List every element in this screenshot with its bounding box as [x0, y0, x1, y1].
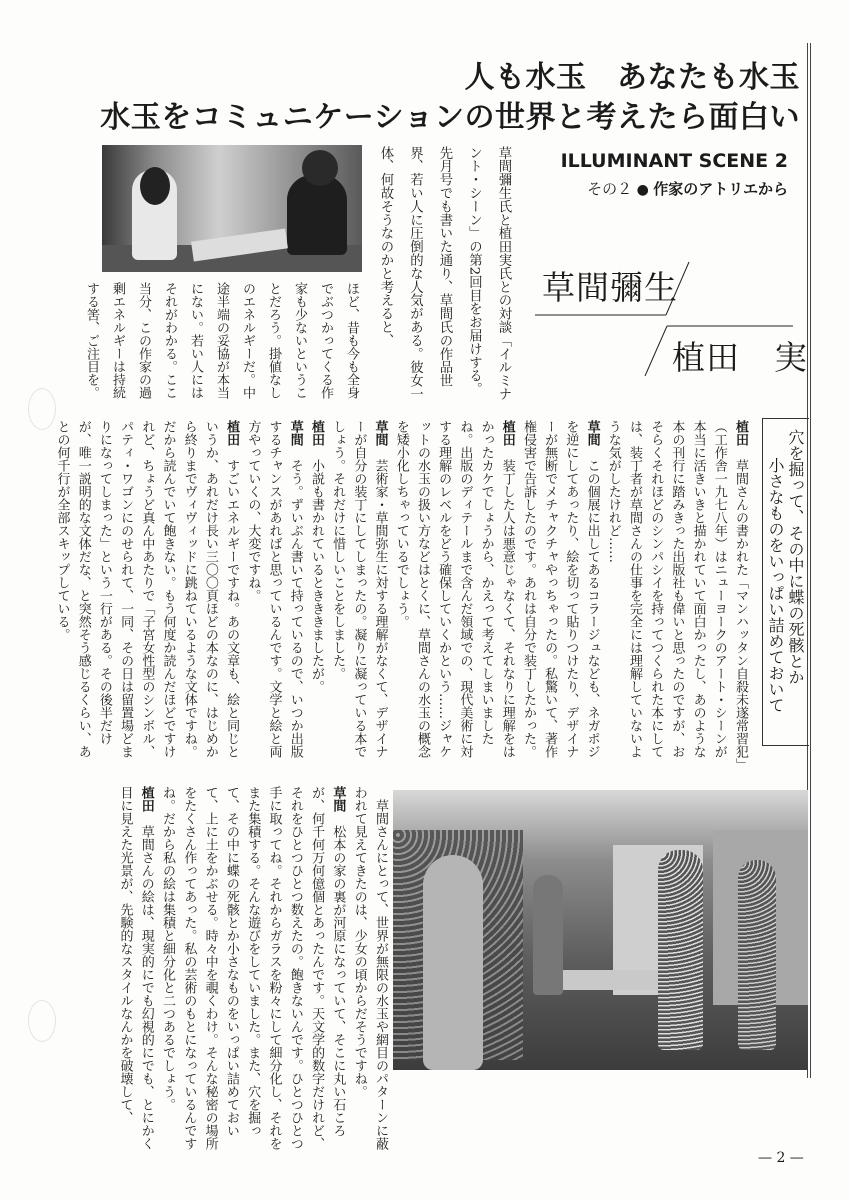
dialogue-text: 芸術家・草間弥生に対する理解がなくて、デザイナーが自分の装丁にしてしまったの。凝りに凝っている本でしょう。それだけに惜しいことをしました。: [330, 420, 388, 758]
speaker-name-kusama: 草間彌生: [542, 268, 678, 307]
pull-quote-line2: 小さなものをいっぱい詰めておいて: [766, 457, 785, 713]
dialogue-turn: [306, 420, 327, 770]
dialogue-turn: [348, 786, 391, 1158]
speaker-label: 草間: [287, 420, 303, 446]
page-number: — 2 —: [758, 1150, 804, 1166]
dialogue-text: 小説も書かれているときききましたが。: [308, 459, 324, 693]
punch-hole-mark: [28, 1000, 56, 1042]
photo-exhibition: [393, 790, 808, 1070]
speaker-label: 草間: [330, 786, 346, 812]
speaker-label: 植田: [733, 420, 748, 446]
dialogue-text: 草間さんにとって、世界が無限の水玉や網目のパターンに蔽われて見えてきたのは、少女の頃からだそうですね。: [351, 786, 388, 1150]
dialogue-turn: [603, 420, 751, 770]
dialogue-section-2: [93, 786, 391, 1158]
dialogue-text: 草間さんの書かれた「マンハッタン自殺未遂常習犯」（工作舎一九七八年）はニューヨークのアート・シーンが本当に活きいきと描かれていて面白かったし、あのような本の刊行に踏みきった出版社も偉いと思ったのですが、おそらくそれほどのシンパシイを持ってつくられた本にしては、装丁者が草間さんの仕事を完全には理解していないような気がしたけれど……: [605, 420, 748, 765]
dialogue-turn: [242, 420, 306, 770]
dialogue-text: 装丁した人は悪意じゃなくて、それなりに理解をはかったカケでしょうから、かえって考えてしまいましたね。出版のディテールまで含んだ領域での、現代美術に対する理解のレベルをどう確保していくかという……ジャケットの水玉の扱い方などはとくに、草間さんの水玉の概念を矮小化しちゃっているでしょう。: [393, 420, 515, 758]
series-title: ILLUMINANT SCENE 2: [560, 150, 788, 172]
photo-interview: [102, 145, 362, 272]
pull-quote-box: [762, 418, 809, 746]
dialogue-text: すごいエネルギーですね。あの文章も、絵と同じというか、あれだけ長い三〇〇頁ほどの本なのに、はじめから終りまでヴィヴィッドに跳ねているような文体ですね。だから読んでいて飽きない。もう何度か読んだほどですけれど、ちょうど真ん中あたりで「子宮女性型のシンボル、パティ・ワゴンにのせられて、一同、その日は留置場どまりになってしまった」という一行がある。その後半だけが、唯一説明的な文体だな、と突然そう感じるくらい、あとの何千行が全部スキップしている。: [54, 420, 240, 758]
headline-line1: 人も水玉 あなたも水玉: [464, 60, 800, 95]
speaker-label: 草間: [584, 420, 600, 446]
dialogue-turn: [391, 420, 518, 770]
dialogue-section-1: [54, 420, 751, 770]
dialogue-text: 松本の家の裏が河原になっていて、そこに丸い石ころが、何千何万何億個とあったんです。天文学的数字だけれど、それをひとつひとつ数えたの。飽きないんです。ひとつひとつ手に取ってね。それからガラスを粉々にして細分化し、それをまた集積する。そんな遊びをしていました。また、穴を掘って、その中に蝶の死骸とか小さなものをいっぱい詰めておいて、上に土をかぶせる。時々中を覗くわけ。そんな秘密の場所をたくさん作ってあった。私の芸術のもとになっているんですね。だから私の絵は集積と細分化と二つあるでしょう。: [160, 786, 346, 1150]
intro-text-part2: ほど、昔も今も全身でぶつかってくる作家も少ないということだろう。掛値なしのエネルギーだ。中途半端の妥協が本当にない。若い人にはそれがわかる。ここ当分、この作家の過剰エネルギーは持続する筈、ご注目を。: [84, 282, 359, 399]
series-subtitle: [587, 178, 788, 199]
speaker-label: 植田: [499, 420, 515, 446]
dialogue-turn: [157, 786, 349, 1158]
speaker-label: 植田: [138, 786, 154, 812]
bullet-icon: ●: [632, 182, 654, 198]
dialogue-turn: [114, 786, 157, 1158]
dialogue-turn: [327, 420, 391, 770]
speaker-label: 植田: [224, 420, 240, 446]
dialogue-text: 草間さんの絵は、現実的にでも幻視的にでも、とにかく目に見えた光景が、先験的なスタイルなんかを破壊して、: [117, 786, 154, 1150]
speaker-label: 植田: [308, 420, 324, 446]
dialogue-text: この個展に出してあるコラージュなども、ネガポジを逆にしてあったり、絵を切って貼りつけたり、デザイナーが無断でメチャクチャやっちゃったの。私驚いて、著作権侵害で告訴したのです。あれは自分で装丁したかった。: [520, 420, 600, 758]
dialogue-text: そう。ずいぶん書いて持っているので、いつか出版するチャンスがあればと思っているんです。文学と絵と両方やっていくの、大変ですね。: [245, 420, 303, 758]
pull-quote-line1: 穴を掘って、その中に蝶の死骸とか: [786, 429, 805, 685]
dialogue-turn: [518, 420, 603, 770]
dialogue-turn: [51, 420, 242, 770]
speaker-label: 草間: [372, 420, 388, 446]
headline-line2: 水玉をコミュニケーションの世界と考えたら面白い: [100, 100, 800, 135]
intro-text-part1: 草間彌生氏と植田実氏との対談「イルミナント・シーン」の第2回目をお届けする。先月号でも書いた通り、草間氏の作品世界、若い人に圧倒的な人気がある。彼女一体、何故そうなのかと考えると、: [378, 146, 511, 401]
series-sub: 作家のアトリエから: [653, 180, 788, 198]
name-divider-lines: [535, 258, 795, 378]
series-part: その２: [587, 180, 633, 198]
speaker-name-ueda: 植田 実: [672, 338, 808, 377]
